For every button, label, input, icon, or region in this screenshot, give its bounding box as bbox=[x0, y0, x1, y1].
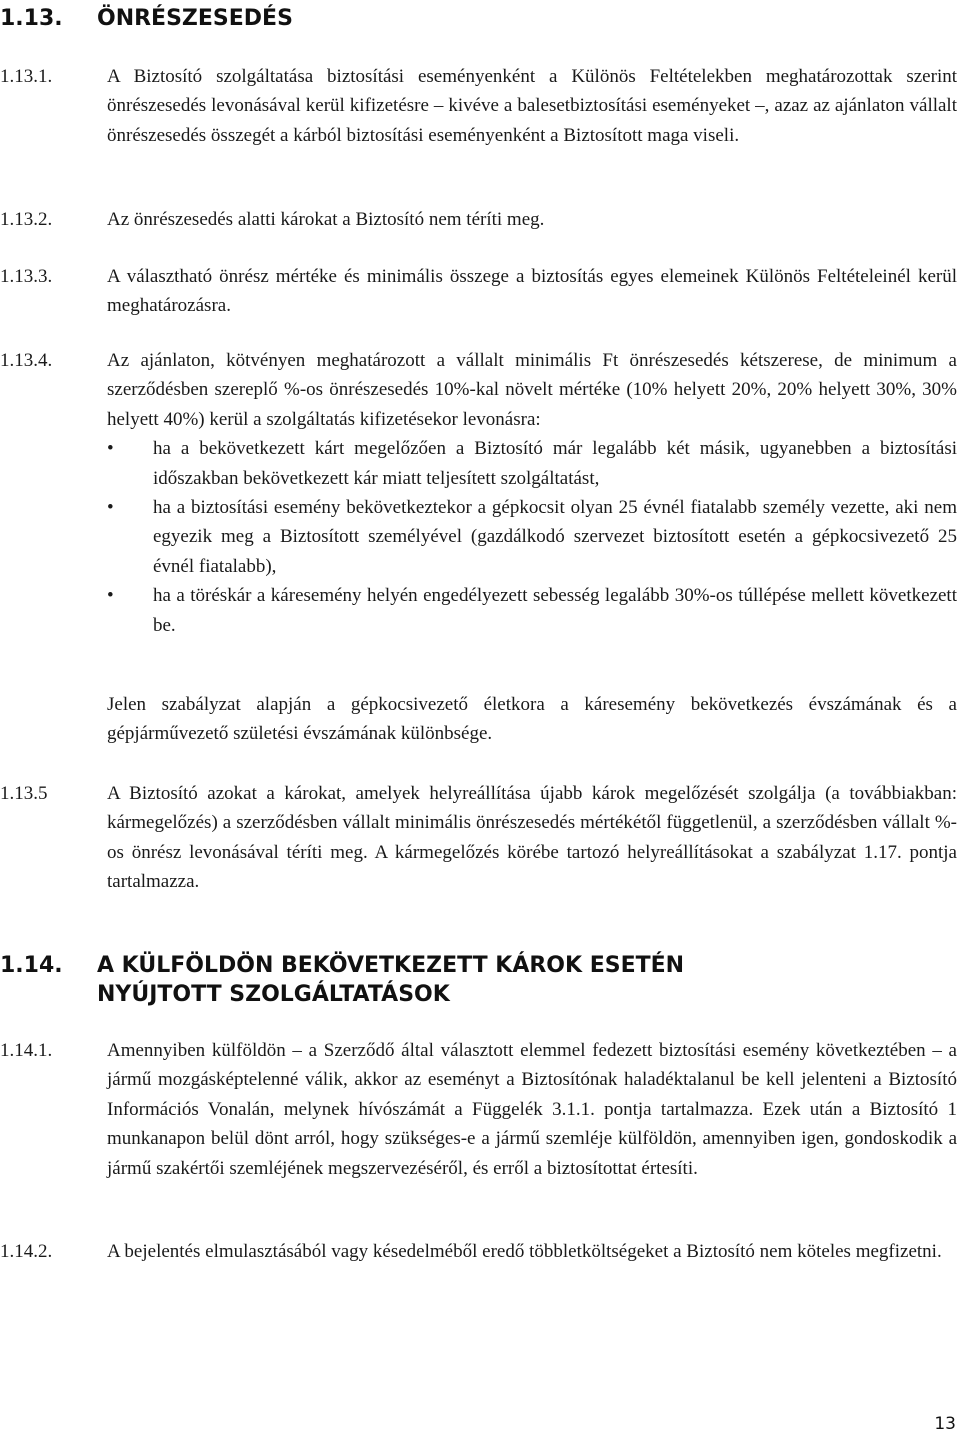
section-number: 1.13. bbox=[0, 6, 63, 31]
list-item bbox=[107, 434, 957, 493]
section-number: 1.14. bbox=[0, 953, 63, 978]
paragraph-number: 1.13.1. bbox=[0, 66, 53, 87]
age-definition-note: Jelen szabályzat alapján a gépkocsivezető életkora a káresemény bekövetkezés évszámának és a gépjárművezető születési évszámának különbsége. bbox=[107, 694, 957, 745]
paragraph-number: 1.14.1. bbox=[0, 1040, 53, 1061]
paragraph-text: Az önrészesedés alatti károkat a Biztosító nem téríti meg. bbox=[107, 209, 545, 230]
section-title: A KÜLFÖLDÖN BEKÖVETKEZETT KÁROK ESETÉN NYÚJTOTT SZOLGÁLTATÁSOK bbox=[97, 953, 685, 1007]
paragraph-text: A bejelentés elmulasztásából vagy késedelméből eredő többletköltségeket a Biztosító nem köteles megfizetni. bbox=[107, 1241, 942, 1262]
paragraph-text-block bbox=[107, 346, 957, 640]
paragraph-number: 1.13.4. bbox=[0, 350, 53, 371]
paragraph-text: A választható önrész mértéke és minimális összege a biztosítás egyes elemeinek Különös Feltételeinél kerül meghatározásra. bbox=[107, 266, 957, 317]
bullet-icon: • bbox=[107, 497, 114, 519]
paragraph-text: Amennyiben külföldön – a Szerződő által választott elemmel fedezett biztosítási esemény következtében – a jármű mozgásképtelenné válik, akkor az eseményt a Biztosítónak haladéktalanul be kell jelenteni a Biztosító Információs Vonalán, melynek hívószámát a Függelék 3.1.1. pontja tartalmazza. Ezek után a Biztosító 1 munkanapon belül dönt arról, hogy szükséges-e a jármű szemléje külföldön, amennyiben igen, gondoskodik a jármű szakértői szemléjének megszervezéséről, és erről a biztosítottat értesíti. bbox=[107, 1040, 957, 1179]
bullet-text: ha a biztosítási esemény bekövetkeztekor a gépkocsit olyan 25 évnél fiatalabb személy vezette, aki nem egyezik meg a Biztosított személyével (gazdálkodó szervezet biztosított esetén a gépkocsivezető 25 évnél fiatalabb), bbox=[153, 497, 957, 577]
paragraph-text: A Biztosító szolgáltatása biztosítási eseményenként a Különös Feltételekben meghatározottak szerint önrészesedés levonásával kerül kifizetésre – kivéve a balesetbiztosítási eseményeket –, azaz az ajánlaton vállalt önrészesedés összegét a kárból biztosítási eseményenként a Biztosított maga viseli. bbox=[107, 66, 957, 146]
list-item bbox=[107, 581, 957, 640]
bullet-icon: • bbox=[107, 585, 114, 607]
paragraph-number: 1.14.2. bbox=[0, 1241, 53, 1262]
paragraph-number: 1.13.5 bbox=[0, 783, 48, 804]
paragraph-number: 1.13.3. bbox=[0, 266, 53, 287]
page-number: 13 bbox=[934, 1414, 956, 1434]
paragraph-text: Az ajánlaton, kötvényen meghatározott a vállalt minimális Ft önrészesedés kétszerese, de minimum a szerződésben szereplő %-os önrészesedés 10%-kal növelt mértéke (10% helyett 20%, 20% helyett 30%, 30% helyett 40%) kerül a szolgáltatás kifizetésekor levonásra: bbox=[107, 350, 957, 430]
paragraph-text: A Biztosító azokat a károkat, amelyek helyreállítása újabb károk megelőzését szolgálja (a továbbiakban: kármegelőzés) a szerződésben vállalt minimális önrészesedés mértékétől függetlenül, a szerződésben vállalt %-os önrész levonásával téríti meg. A kármegelőzés körébe tartozó helyreállításokat a szabályzat 1.17. pontja tartalmazza. bbox=[107, 783, 957, 893]
section-title: ÖNRÉSZESEDÉS bbox=[97, 6, 293, 31]
list-item bbox=[107, 493, 957, 581]
bullet-list bbox=[107, 434, 957, 640]
bullet-icon: • bbox=[107, 438, 114, 460]
bullet-text: ha a bekövetkezett kárt megelőzően a Biztosító már legalább két másik, ugyanebben a biztosítási időszakban bekövetkezett kár miatt teljesített szolgáltatást, bbox=[153, 438, 957, 489]
paragraph-number: 1.13.2. bbox=[0, 209, 53, 230]
bullet-text: ha a töréskár a káresemény helyén engedélyezett sebesség legalább 30%-os túllépése mellett következett be. bbox=[153, 585, 957, 636]
